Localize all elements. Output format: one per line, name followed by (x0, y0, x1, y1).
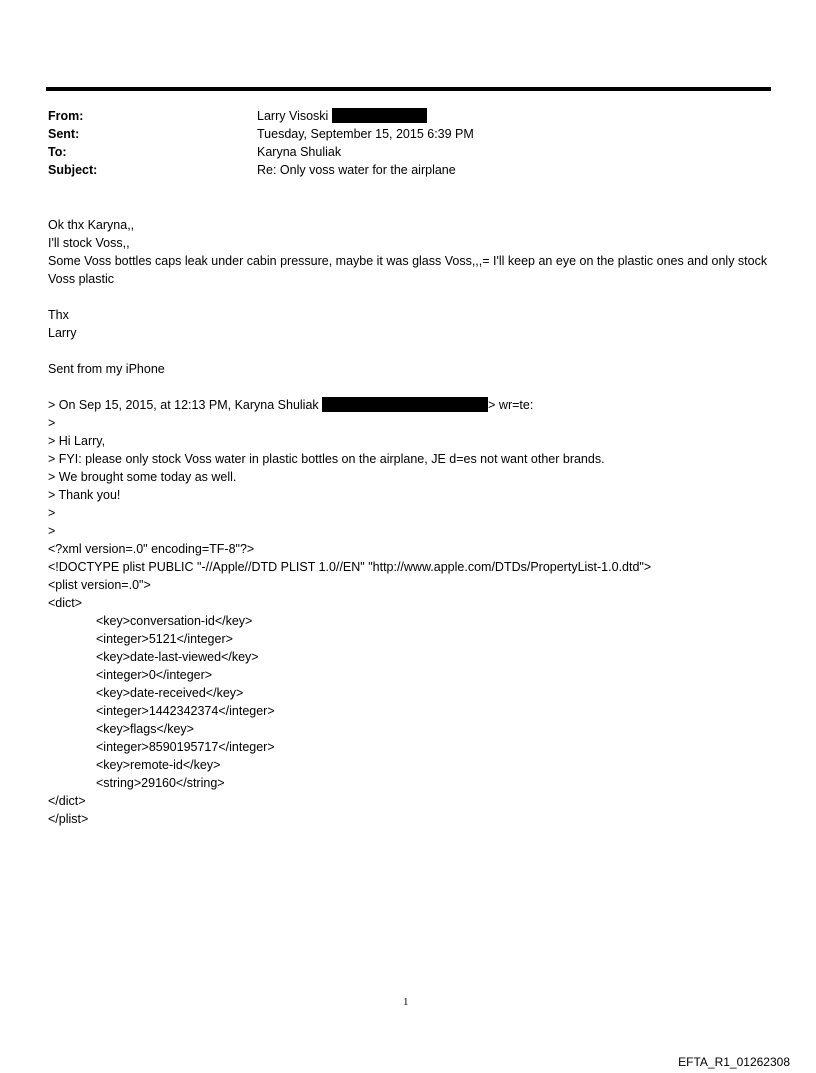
xml-line: </dict> (48, 794, 86, 808)
quote-line: > (48, 524, 56, 538)
document-id: EFTA_R1_01262308 (678, 1055, 790, 1069)
quote-line: > (48, 416, 56, 430)
xml-line: <key>remote-id</key> (96, 758, 221, 772)
xml-line: <key>date-last-viewed</key> (96, 650, 259, 664)
subject-value: Re: Only voss water for the airplane (257, 163, 456, 177)
xml-line: <?xml version=.0" encoding=TF-8"?> (48, 542, 255, 556)
body-line: Some Voss bottles caps leak under cabin pressure, maybe it was glass Voss,,,= I'll keep an eye on the plastic ones and only stock Voss plastic (48, 254, 768, 286)
blank-line (48, 288, 768, 306)
email-body (48, 216, 768, 828)
xml-line: <integer>0</integer> (96, 668, 213, 682)
quote-header-text: > On Sep 15, 2015, at 12:13 PM, Karyna Shuliak (48, 398, 323, 412)
quote-line: > (48, 506, 56, 520)
xml-line: <string>29160</string> (96, 776, 225, 790)
from-value (257, 107, 427, 125)
xml-line: </plist> (48, 812, 89, 826)
quote-header (48, 396, 768, 414)
header-rule (46, 87, 771, 91)
quote-header-tail: > wr=te: (488, 398, 534, 412)
sent-value: Tuesday, September 15, 2015 6:39 PM (257, 127, 474, 141)
xml-line: <key>date-received</key> (96, 686, 244, 700)
quote-line: > Hi Larry, (48, 434, 106, 448)
subject-label: Subject: (48, 163, 98, 177)
blank-line (48, 342, 768, 360)
xml-line: <dict> (48, 596, 83, 610)
signature-line: Sent from my iPhone (48, 362, 165, 376)
xml-line: <plist version=.0"> (48, 578, 151, 592)
redaction-box (332, 108, 427, 123)
quote-line: > Thank you! (48, 488, 121, 502)
xml-line: <key>conversation-id</key> (96, 614, 253, 628)
body-line: I'll stock Voss,, (48, 236, 130, 250)
redaction-box (322, 397, 488, 412)
to-value: Karyna Shuliak (257, 145, 342, 159)
blank-line (48, 378, 768, 396)
xml-line: <integer>8590195717</integer> (96, 740, 275, 754)
body-line: Larry (48, 326, 77, 340)
body-line: Ok thx Karyna,, (48, 218, 135, 232)
quote-line: > We brought some today as well. (48, 470, 237, 484)
xml-line: <key>flags</key> (96, 722, 194, 736)
xml-line: <integer>1442342374</integer> (96, 704, 275, 718)
sent-label: Sent: (48, 127, 80, 141)
xml-line: <integer>5121</integer> (96, 632, 233, 646)
from-label: From: (48, 109, 84, 123)
from-name: Larry Visoski (257, 109, 329, 123)
body-line: Thx (48, 308, 69, 322)
quote-line: > FYI: please only stock Voss water in plastic bottles on the airplane, JE d=es not want other brands. (48, 452, 605, 466)
xml-line: <!DOCTYPE plist PUBLIC "-//Apple//DTD PLIST 1.0//EN" "http://www.apple.com/DTDs/PropertyList-1.0.dtd"> (48, 560, 652, 574)
to-label: To: (48, 145, 67, 159)
page-number: 1 (403, 996, 409, 1008)
